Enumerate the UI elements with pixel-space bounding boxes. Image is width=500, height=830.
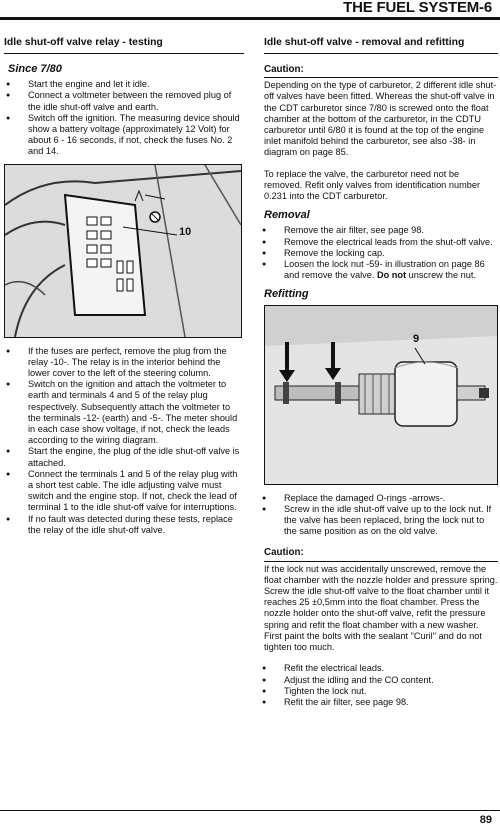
footer-rule: [0, 810, 500, 811]
list-item: ● Start the engine and let it idle.: [4, 79, 244, 90]
list-item: ● Remove the air filter, see page 98.: [260, 225, 498, 236]
list-item: ● Switch on the ignition and attach the voltmeter to earth and terminals 4 and 5 of the relay plug respectively. Subsequently attach the voltmeter to the terminals -12- (earth) and -5-. The meter should in each case show voltage, if not, check the leads according to the wiring diagram.: [4, 379, 244, 446]
removal-last-text-end: unscrew the nut.: [406, 270, 477, 281]
removal-steps: [260, 225, 498, 281]
list-item: ● Switch off the ignition. The measuring device should show a battery voltage (approximately 12 Volt) for about 6 - 16 seconds, if not, check the fuses No. 2 and 14.: [4, 113, 244, 158]
valve-illustration: [265, 306, 497, 484]
list-item: ● Refit the air filter, see page 98.: [260, 697, 498, 708]
caution-rule: [264, 77, 498, 78]
section-title-relay-testing: Idle shut-off valve relay - testing: [4, 26, 244, 54]
removal-last-emphasis: Do not: [376, 270, 407, 281]
section-title-removal-refitting: Idle shut-off valve - removal and refitting: [264, 26, 498, 54]
list-item: ● Start the engine, the plug of the idle shut-off valve is attached.: [4, 446, 244, 468]
final-steps: [260, 663, 498, 708]
list-item: ● Refit the electrical leads.: [260, 663, 498, 674]
list-item: ● Screw in the idle shut-off valve up to the lock nut. If the valve has been replaced, bring the lock nut to the same position as on the old valve.: [260, 504, 498, 538]
since-subheading: Since 7/80: [8, 63, 62, 75]
right-column: [260, 26, 498, 708]
list-item: ● If no fault was detected during these tests, replace the relay of the idle shut-off valve.: [4, 514, 244, 536]
list-item: [260, 259, 498, 281]
steps-list-a: [4, 79, 244, 157]
page-number: 89: [479, 814, 492, 826]
page-header: [0, 0, 500, 18]
relay-figure: [4, 164, 242, 338]
left-column: [4, 26, 244, 536]
figure-callout-10: 10: [179, 225, 192, 238]
list-item: ● Tighten the lock nut.: [260, 686, 498, 697]
list-item: ● Replace the damaged O-rings -arrows-.: [260, 493, 498, 504]
list-item: ● Adjust the idling and the CO content.: [260, 675, 498, 686]
caution-text: Depending on the type of carburetor, 2 different idle shut-off valves have been fitted. Whereas the shut-off valve in the CDT carburetor since 7/80 is screwed onto the float chamber at the bottom of the carburetor, in the CDTU carburetor until 6/80 it is found at the top of the engine inlet manifold behind the carburetor, see also -38- in diagram on page 85.: [264, 80, 497, 158]
refit-steps: [260, 493, 498, 538]
valve-figure: [264, 305, 498, 485]
header-rule: [0, 17, 500, 20]
list-item: ● Connect the terminals 1 and 5 of the relay plug with a short test cable. The idle adjusting valve must switch and the engine stop. If not, check the lead of terminal 1 to the idle shut-off valve for interruptions.: [4, 469, 244, 514]
list-item: ● Remove the electrical leads from the shut-off valve.: [260, 237, 498, 248]
caution-label: Caution:: [264, 547, 304, 559]
list-item: ● If the fuses are perfect, remove the plug from the relay -10-. The relay is in the interior behind the lower cover to the left of the steering column.: [4, 346, 244, 380]
list-item: ● Connect a voltmeter between the removed plug of the idle shut-off valve and earth.: [4, 90, 244, 112]
list-item: ● Remove the locking cap.: [260, 248, 498, 259]
chapter-title: THE FUEL SYSTEM-6: [343, 0, 492, 16]
caution-label: Caution:: [264, 64, 304, 75]
removal-heading: Removal: [264, 209, 310, 222]
refitting-heading: Refitting: [264, 288, 309, 301]
steps-list-b: [4, 346, 244, 536]
removal-last-text: Loosen the lock nut -59- in illustration on page 86 and remove the valve.: [284, 259, 485, 281]
replace-note: To replace the valve, the carburetor need not be removed. Refit only valves from identification number 0.231 into the CDT carburetor.: [264, 168, 481, 202]
figure-callout-9: 9: [413, 332, 420, 345]
relay-illustration: [5, 165, 241, 337]
caution-rule: [264, 561, 498, 562]
caution-text: If the lock nut was accidentally unscrewed, remove the float chamber with the nozzle holder and pressure spring. Screw the idle shut-off valve to the float chamber until it reaches 25 ±0,5mm into the float chamber. Press the nozzle holder onto the shut-off valve, refit the pressure spring and refit the float chamber with a new washer. First paint the bolts with the sealant "Curil" and do not tighten too much.: [264, 563, 498, 653]
